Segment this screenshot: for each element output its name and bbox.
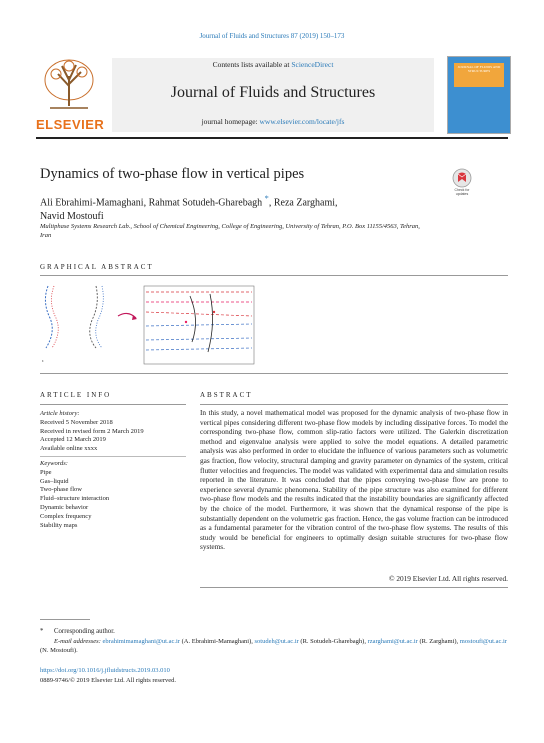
abstract-heading: ABSTRACT [200, 391, 253, 399]
abstract-rule [200, 404, 508, 405]
graphical-abstract-rule [40, 275, 508, 276]
check-for-updates-label: Check for updates [454, 188, 470, 196]
keyword-item: Dynamic behavior [40, 503, 89, 511]
corresponding-author-text: Corresponding author. [54, 628, 115, 635]
keyword-item: Complex frequency [40, 512, 92, 520]
journal-title: Journal of Fluids and Structures [170, 84, 376, 101]
email-owner: (R. Sotudeh-Gharebagh), [298, 638, 368, 645]
author-list [40, 192, 440, 224]
email-label: E-mail addresses: [54, 638, 101, 645]
history-item: Received 5 November 2018 [40, 418, 113, 426]
email-owner: (N. Mostoufi). [40, 647, 78, 654]
journal-cover-image [447, 56, 511, 134]
keyword-item: Two-phase flow [40, 486, 82, 494]
affiliation: Multiphase Systems Research Lab., School of Chemical Engineering, College of Engineering, University of Tehran, P.O. Box 11155/4563, Tehran, Iran [40, 223, 420, 239]
check-for-updates-badge[interactable] [449, 168, 475, 202]
check-for-updates-icon [449, 168, 475, 188]
doi-link[interactable]: https://doi.org/10.1016/j.jfluidstructs.2019.03.010 [40, 667, 170, 674]
homepage-link[interactable]: www.elsevier.com/locate/jfs [259, 117, 345, 126]
svg-text:ε: ε [42, 359, 44, 363]
history-label: Article history: [40, 410, 80, 417]
graphical-abstract-heading: GRAPHICAL ABSTRACT [40, 263, 154, 271]
graphical-abstract-bottom-rule [40, 373, 508, 374]
contents-line [112, 60, 434, 69]
header-rule [36, 137, 508, 139]
authors-line1-a: Ali Ebrahimi-Mamaghani, Rahmat Sotudeh-Gharebagh [40, 197, 265, 209]
keywords-rule [40, 456, 186, 457]
keyword-item: Stability maps [40, 521, 78, 529]
keywords-label: Keywords: [40, 460, 68, 467]
article-title: Dynamics of two-phase flow in vertical pipes [40, 166, 305, 182]
abstract-copyright: © 2019 Elsevier Ltd. All rights reserved. [388, 574, 508, 583]
article-history [40, 410, 190, 454]
abstract-bottom-rule [200, 587, 508, 588]
footnote-star: * [40, 628, 44, 635]
email-link[interactable]: mostoufi@ut.ac.ir [459, 638, 507, 645]
keyword-item: Pipe [40, 468, 52, 476]
article-info-rule [40, 404, 186, 405]
keyword-item: Gas–liquid [40, 477, 69, 485]
homepage-line [112, 117, 434, 126]
journal-citation[interactable]: Journal of Fluids and Structures 87 (2019) 150–173 [199, 32, 345, 40]
article-info-heading: ARTICLE INFO [40, 391, 112, 399]
email-owner: (A. Ebrahimi-Mamaghani), [179, 638, 255, 645]
abstract-text: In this study, a novel mathematical model was proposed for the dynamic analysis of two-phase flow in vertical pipes considering different two-phase flow models by including dissipative forces. To model the corresponding two-phase flow, common slip-ratio factors were utilized. The Galerkin discretization method and eigenvalue analysis were applied to solve the model equations. A detailed parametric analysis was also performed in order to elucidate the influence of various parameters such as volumetric gas fraction, flow velocity, structural damping and gravity parameter on dynamics of the system, critical flutter velocities and frequencies. The model was validated with experimental data and simulation results reported in the literature. It was concluded that the pipes conveying two-phase flow are prone to experience several dynamic phenomena. Stability of the pipe structure was also examined for different two-phase flow models and the results indicated that the instability boundaries are significantly affected by the choice of the model. Furthermore, it was shown that the dynamical response of the pipe is substantially dependent on the volumetric gas fraction. Hence, the gas volume fraction can be introduced as a fundamental parameter for the vibration control of the two-phase flow systems. The results of this study would be beneficial for engineers to optimally design suitable structures for two-phase flow systems. [200, 408, 508, 552]
history-item: Received in revised form 2 March 2019 [40, 427, 144, 435]
email-link[interactable]: ebrahimimamaghani@ut.ac.ir [102, 638, 180, 645]
history-item: Accepted 12 March 2019 [40, 436, 106, 444]
sciencedirect-link[interactable]: ScienceDirect [291, 60, 334, 69]
publisher-name: ELSEVIER [36, 117, 105, 132]
corresponding-author-mark[interactable]: * [264, 194, 269, 203]
contents-prefix: Contents lists available at [212, 60, 292, 69]
keyword-item: Fluid–structure interaction [40, 495, 110, 503]
issn-line: 0889-9746/© 2019 Elsevier Ltd. All rights reserved. [40, 677, 176, 684]
footnote-rule [40, 619, 90, 620]
homepage-prefix: journal homepage: [201, 117, 260, 126]
email-link[interactable]: rzarghami@ut.ac.ir [367, 638, 418, 645]
authors-line1-b: , Reza Zarghami, [268, 197, 338, 209]
history-item: Available online xxxx [40, 445, 98, 453]
graphical-abstract-figure [40, 282, 270, 368]
email-owner: (R. Zarghami), [417, 638, 460, 645]
keywords [40, 460, 190, 530]
email-link[interactable]: sotudeh@ut.ac.ir [254, 638, 299, 645]
cover-title-text: JOURNAL OF FLUIDS AND STRUCTURES [457, 65, 501, 73]
corresponding-author-note [40, 627, 115, 636]
email-addresses [40, 637, 510, 655]
authors-line2: Navid Mostoufi [40, 211, 104, 223]
